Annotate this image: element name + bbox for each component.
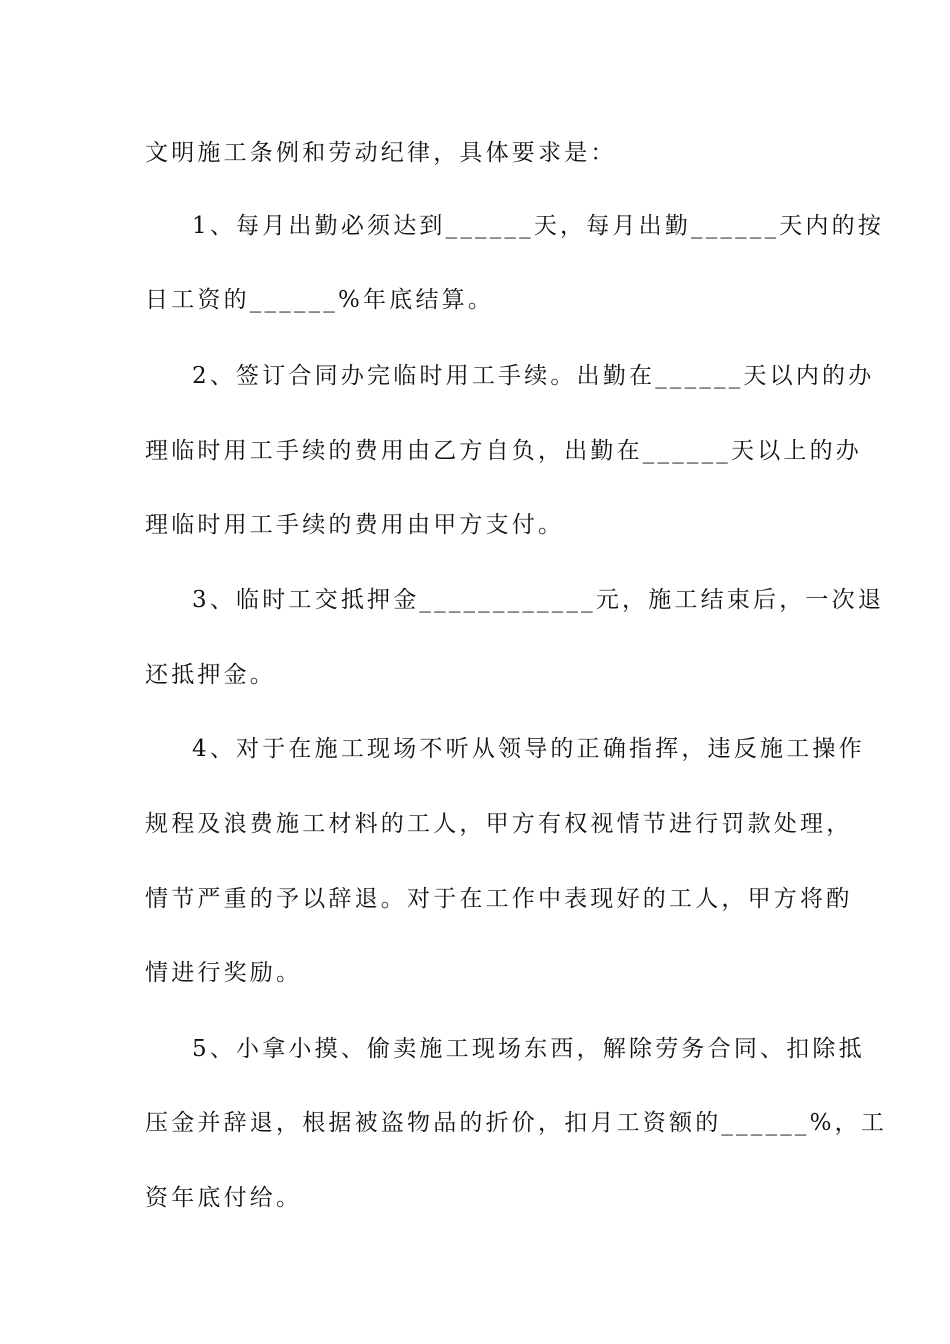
text-line-item-3: 3、临时工交抵押金____________元，施工结束后，一次退 <box>192 587 885 613</box>
text-line-item-5-cont-2: 资年底付给。 <box>145 1185 303 1211</box>
text-line-item-2-cont-1: 理临时用工手续的费用由乙方自负，出勤在______天以上的办 <box>145 438 862 464</box>
text-line-item-5: 5、小拿小摸、偷卖施工现场东西，解除劳务合同、扣除抵 <box>192 1036 865 1062</box>
text-line-item-2-cont-2: 理临时用工手续的费用由甲方支付。 <box>145 512 565 538</box>
text-line-item-1-cont: 日工资的______%年底结算。 <box>145 287 495 313</box>
text-line-item-4: 4、对于在施工现场不听从领导的正确指挥，违反施工操作 <box>192 736 865 762</box>
text-line-intro: 文明施工条例和劳动纪律，具体要求是： <box>145 140 617 166</box>
text-line-item-2: 2、签订合同办完临时用工手续。出勤在______天以内的办 <box>192 363 875 389</box>
text-line-item-4-cont-1: 规程及浪费施工材料的工人，甲方有权视情节进行罚款处理， <box>145 811 853 837</box>
text-line-item-1: 1、每月出勤必须达到______天，每月出勤______天内的按 <box>192 213 885 239</box>
text-line-item-3-cont: 还抵押金。 <box>145 662 276 688</box>
text-line-item-4-cont-2: 情节严重的予以辞退。对于在工作中表现好的工人，甲方将酌 <box>145 886 853 912</box>
text-line-item-5-cont-1: 压金并辞退，根据被盗物品的折价，扣月工资额的______%，工 <box>145 1110 888 1136</box>
text-line-item-4-cont-3: 情进行奖励。 <box>145 960 303 986</box>
